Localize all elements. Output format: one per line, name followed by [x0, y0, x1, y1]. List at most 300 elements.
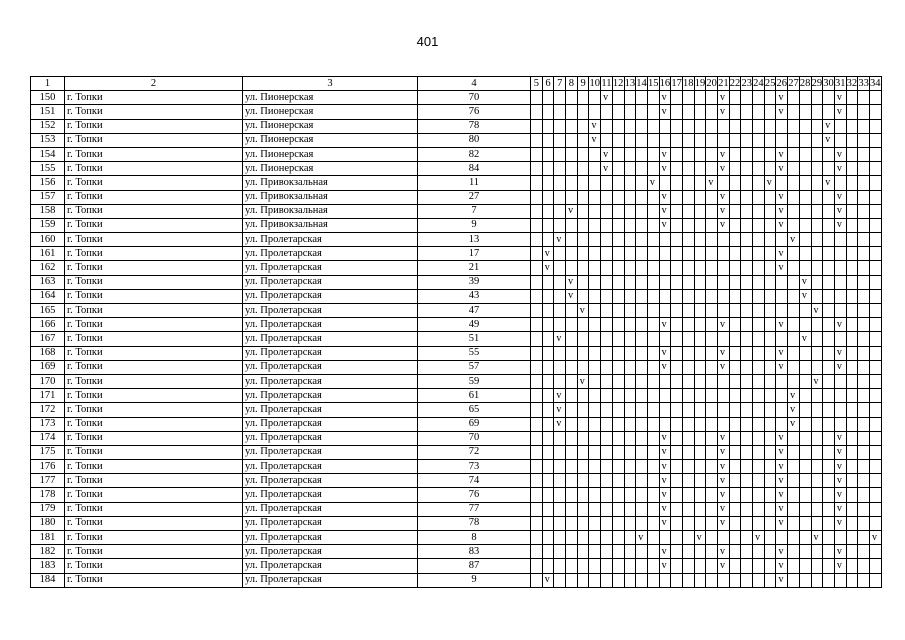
mark-cell	[671, 559, 683, 573]
mark-cell	[858, 162, 870, 176]
mark-cell	[858, 346, 870, 360]
mark-cell	[659, 417, 671, 431]
mark-cell	[846, 247, 858, 261]
mark-cell	[612, 360, 624, 374]
mark-cell	[753, 502, 765, 516]
mark-cell	[694, 545, 706, 559]
mark-cell	[729, 133, 741, 147]
city-cell: г. Топки	[65, 332, 243, 346]
mark-cell	[753, 374, 765, 388]
city-cell: г. Топки	[65, 403, 243, 417]
mark-cell	[718, 119, 730, 133]
table-row	[31, 431, 882, 445]
mark-cell	[647, 318, 659, 332]
mark-cell	[706, 417, 718, 431]
mark-cell	[858, 318, 870, 332]
mark-cell	[531, 147, 543, 161]
mark-cell	[776, 403, 788, 417]
mark-cell	[589, 304, 601, 318]
mark-cell	[858, 502, 870, 516]
mark-cell	[601, 516, 613, 530]
table-row	[31, 445, 882, 459]
mark-cell	[776, 289, 788, 303]
street-cell: ул. Пролетарская	[243, 374, 418, 388]
mark-cell: v	[542, 247, 554, 261]
mark-cell	[741, 275, 753, 289]
mark-cell	[647, 346, 659, 360]
column-header: 11	[601, 77, 613, 91]
mark-cell	[869, 573, 881, 587]
mark-cell	[671, 346, 683, 360]
mark-cell	[601, 488, 613, 502]
city-cell: г. Топки	[65, 91, 243, 105]
mark-cell	[776, 304, 788, 318]
row-number: 160	[31, 233, 65, 247]
mark-cell	[624, 460, 636, 474]
mark-cell	[799, 573, 811, 587]
mark-cell	[811, 318, 823, 332]
mark-cell	[764, 332, 776, 346]
mark-cell	[659, 133, 671, 147]
mark-cell	[612, 162, 624, 176]
row-number: 170	[31, 374, 65, 388]
mark-cell	[788, 318, 800, 332]
column-header: 3	[243, 77, 418, 91]
house-number-cell: 47	[418, 304, 531, 318]
mark-cell	[729, 389, 741, 403]
mark-cell: v	[834, 204, 846, 218]
mark-cell	[858, 360, 870, 374]
mark-cell	[577, 488, 589, 502]
mark-cell: v	[776, 261, 788, 275]
row-number: 175	[31, 445, 65, 459]
mark-cell	[682, 431, 694, 445]
mark-cell	[706, 190, 718, 204]
mark-cell	[542, 431, 554, 445]
mark-cell	[846, 417, 858, 431]
table-row	[31, 91, 882, 105]
mark-cell	[601, 502, 613, 516]
mark-cell	[706, 516, 718, 530]
mark-cell	[764, 445, 776, 459]
house-number-cell: 61	[418, 389, 531, 403]
row-number: 172	[31, 403, 65, 417]
mark-cell	[577, 261, 589, 275]
mark-cell	[753, 389, 765, 403]
mark-cell	[799, 417, 811, 431]
city-cell: г. Топки	[65, 218, 243, 232]
mark-cell	[718, 531, 730, 545]
mark-cell	[811, 218, 823, 232]
mark-cell: v	[577, 374, 589, 388]
mark-cell	[612, 573, 624, 587]
mark-cell	[729, 304, 741, 318]
mark-cell	[811, 275, 823, 289]
row-number: 162	[31, 261, 65, 275]
mark-cell	[869, 91, 881, 105]
row-number: 163	[31, 275, 65, 289]
mark-cell	[729, 431, 741, 445]
mark-cell	[706, 559, 718, 573]
mark-cell	[788, 346, 800, 360]
mark-cell	[788, 162, 800, 176]
mark-cell	[694, 162, 706, 176]
mark-cell	[846, 460, 858, 474]
mark-cell	[753, 417, 765, 431]
mark-cell	[542, 417, 554, 431]
mark-cell	[869, 289, 881, 303]
mark-cell	[694, 275, 706, 289]
mark-cell	[636, 318, 648, 332]
row-number: 158	[31, 204, 65, 218]
mark-cell	[706, 346, 718, 360]
mark-cell	[753, 204, 765, 218]
house-number-cell: 83	[418, 545, 531, 559]
mark-cell	[682, 545, 694, 559]
house-number-cell: 84	[418, 162, 531, 176]
mark-cell: v	[566, 275, 578, 289]
row-number: 157	[31, 190, 65, 204]
mark-cell	[636, 218, 648, 232]
mark-cell	[788, 204, 800, 218]
mark-cell	[636, 474, 648, 488]
mark-cell	[566, 573, 578, 587]
mark-cell	[799, 218, 811, 232]
mark-cell	[682, 516, 694, 530]
house-number-cell: 76	[418, 488, 531, 502]
mark-cell	[612, 190, 624, 204]
mark-cell	[636, 332, 648, 346]
mark-cell	[612, 133, 624, 147]
mark-cell	[753, 147, 765, 161]
street-cell: ул. Пионерская	[243, 162, 418, 176]
mark-cell: v	[788, 389, 800, 403]
mark-cell	[577, 318, 589, 332]
row-number: 156	[31, 176, 65, 190]
column-header: 13	[624, 77, 636, 91]
mark-cell	[858, 261, 870, 275]
mark-cell	[858, 488, 870, 502]
mark-cell	[531, 233, 543, 247]
table-row	[31, 318, 882, 332]
mark-cell	[729, 403, 741, 417]
mark-cell	[636, 289, 648, 303]
mark-cell: v	[834, 346, 846, 360]
mark-cell	[566, 559, 578, 573]
mark-cell	[624, 559, 636, 573]
mark-cell	[577, 162, 589, 176]
house-number-cell: 49	[418, 318, 531, 332]
mark-cell	[858, 374, 870, 388]
mark-cell	[811, 332, 823, 346]
column-header: 2	[65, 77, 243, 91]
header-row	[31, 77, 882, 91]
mark-cell	[531, 531, 543, 545]
mark-cell	[741, 247, 753, 261]
street-cell: ул. Пролетарская	[243, 573, 418, 587]
mark-cell	[566, 190, 578, 204]
mark-cell	[869, 133, 881, 147]
mark-cell	[566, 389, 578, 403]
mark-cell	[554, 218, 566, 232]
mark-cell	[589, 332, 601, 346]
mark-cell	[647, 304, 659, 318]
mark-cell	[671, 119, 683, 133]
mark-cell	[776, 531, 788, 545]
street-cell: ул. Пролетарская	[243, 545, 418, 559]
mark-cell	[531, 91, 543, 105]
mark-cell	[694, 204, 706, 218]
street-cell: ул. Пролетарская	[243, 233, 418, 247]
mark-cell: v	[776, 105, 788, 119]
mark-cell	[694, 218, 706, 232]
mark-cell	[823, 261, 835, 275]
mark-cell	[741, 119, 753, 133]
mark-cell: v	[601, 91, 613, 105]
mark-cell	[671, 261, 683, 275]
mark-cell	[706, 119, 718, 133]
mark-cell: v	[776, 445, 788, 459]
mark-cell	[799, 119, 811, 133]
mark-cell	[577, 516, 589, 530]
mark-cell	[612, 445, 624, 459]
mark-cell	[659, 261, 671, 275]
mark-cell	[869, 460, 881, 474]
mark-cell	[764, 431, 776, 445]
mark-cell	[647, 389, 659, 403]
city-cell: г. Топки	[65, 389, 243, 403]
mark-cell: v	[718, 318, 730, 332]
mark-cell	[799, 346, 811, 360]
mark-cell	[799, 233, 811, 247]
mark-cell	[554, 176, 566, 190]
mark-cell	[694, 460, 706, 474]
mark-cell	[624, 573, 636, 587]
mark-cell	[706, 502, 718, 516]
street-cell: ул. Пролетарская	[243, 318, 418, 332]
house-number-cell: 17	[418, 247, 531, 261]
mark-cell	[542, 445, 554, 459]
mark-cell	[718, 289, 730, 303]
mark-cell	[531, 360, 543, 374]
mark-cell	[554, 304, 566, 318]
mark-cell	[601, 346, 613, 360]
mark-cell	[554, 289, 566, 303]
mark-cell	[741, 573, 753, 587]
mark-cell: v	[788, 403, 800, 417]
mark-cell: v	[659, 190, 671, 204]
mark-cell	[636, 233, 648, 247]
mark-cell	[682, 346, 694, 360]
mark-cell	[729, 261, 741, 275]
mark-cell	[846, 559, 858, 573]
mark-cell	[624, 147, 636, 161]
mark-cell	[753, 431, 765, 445]
mark-cell: v	[776, 318, 788, 332]
mark-cell	[776, 332, 788, 346]
mark-cell	[706, 218, 718, 232]
mark-cell: v	[776, 218, 788, 232]
mark-cell	[753, 91, 765, 105]
mark-cell: v	[659, 91, 671, 105]
column-header: 15	[647, 77, 659, 91]
mark-cell	[554, 502, 566, 516]
street-cell: ул. Пролетарская	[243, 403, 418, 417]
mark-cell	[729, 318, 741, 332]
mark-cell	[589, 105, 601, 119]
mark-cell	[858, 289, 870, 303]
mark-cell	[647, 261, 659, 275]
table-row	[31, 389, 882, 403]
mark-cell	[788, 516, 800, 530]
mark-cell	[636, 91, 648, 105]
mark-cell	[694, 119, 706, 133]
mark-cell	[858, 304, 870, 318]
mark-cell: v	[566, 289, 578, 303]
mark-cell	[811, 474, 823, 488]
city-cell: г. Топки	[65, 162, 243, 176]
mark-cell	[776, 119, 788, 133]
mark-cell	[846, 531, 858, 545]
house-number-cell: 39	[418, 275, 531, 289]
mark-cell	[554, 190, 566, 204]
mark-cell	[577, 204, 589, 218]
table-row	[31, 275, 882, 289]
mark-cell	[671, 133, 683, 147]
mark-cell	[647, 162, 659, 176]
mark-cell	[799, 261, 811, 275]
mark-cell: v	[834, 105, 846, 119]
mark-cell	[764, 190, 776, 204]
mark-cell	[601, 233, 613, 247]
mark-cell: v	[776, 91, 788, 105]
mark-cell	[799, 516, 811, 530]
mark-cell	[811, 261, 823, 275]
mark-cell	[846, 133, 858, 147]
mark-cell	[601, 105, 613, 119]
mark-cell	[706, 162, 718, 176]
city-cell: г. Топки	[65, 119, 243, 133]
mark-cell	[846, 332, 858, 346]
mark-cell	[624, 417, 636, 431]
mark-cell	[718, 233, 730, 247]
row-number: 165	[31, 304, 65, 318]
mark-cell	[531, 488, 543, 502]
mark-cell	[764, 218, 776, 232]
mark-cell: v	[589, 119, 601, 133]
house-number-cell: 8	[418, 531, 531, 545]
mark-cell	[624, 431, 636, 445]
mark-cell	[554, 261, 566, 275]
mark-cell	[671, 190, 683, 204]
street-cell: ул. Пролетарская	[243, 516, 418, 530]
mark-cell: v	[659, 318, 671, 332]
mark-cell	[834, 247, 846, 261]
mark-cell	[531, 162, 543, 176]
mark-cell	[823, 488, 835, 502]
table-body	[31, 77, 882, 588]
house-number-cell: 59	[418, 374, 531, 388]
mark-cell	[566, 233, 578, 247]
mark-cell	[624, 119, 636, 133]
mark-cell	[601, 573, 613, 587]
mark-cell	[869, 218, 881, 232]
house-number-cell: 21	[418, 261, 531, 275]
mark-cell	[589, 91, 601, 105]
mark-cell	[729, 289, 741, 303]
mark-cell	[624, 531, 636, 545]
mark-cell	[612, 318, 624, 332]
mark-cell	[554, 105, 566, 119]
mark-cell	[671, 488, 683, 502]
mark-cell	[566, 119, 578, 133]
mark-cell	[624, 204, 636, 218]
mark-cell	[846, 147, 858, 161]
mark-cell	[729, 360, 741, 374]
mark-cell	[659, 531, 671, 545]
mark-cell	[741, 516, 753, 530]
mark-cell	[729, 162, 741, 176]
mark-cell	[823, 289, 835, 303]
mark-cell	[788, 488, 800, 502]
mark-cell	[624, 445, 636, 459]
mark-cell	[601, 218, 613, 232]
city-cell: г. Топки	[65, 204, 243, 218]
row-number: 180	[31, 516, 65, 530]
city-cell: г. Топки	[65, 374, 243, 388]
mark-cell	[869, 445, 881, 459]
mark-cell: v	[776, 247, 788, 261]
mark-cell	[636, 133, 648, 147]
mark-cell	[566, 488, 578, 502]
table-row	[31, 133, 882, 147]
mark-cell: v	[776, 162, 788, 176]
mark-cell	[869, 190, 881, 204]
mark-cell	[682, 304, 694, 318]
mark-cell	[624, 318, 636, 332]
mark-cell: v	[799, 275, 811, 289]
column-header: 22	[729, 77, 741, 91]
mark-cell	[799, 304, 811, 318]
mark-cell	[636, 247, 648, 261]
mark-cell	[647, 218, 659, 232]
mark-cell: v	[718, 559, 730, 573]
mark-cell: v	[718, 218, 730, 232]
mark-cell	[706, 573, 718, 587]
mark-cell: v	[788, 233, 800, 247]
mark-cell	[647, 488, 659, 502]
mark-cell	[753, 488, 765, 502]
mark-cell	[753, 559, 765, 573]
mark-cell	[753, 105, 765, 119]
mark-cell	[869, 488, 881, 502]
mark-cell	[788, 531, 800, 545]
mark-cell	[823, 545, 835, 559]
mark-cell	[589, 204, 601, 218]
mark-cell: v	[834, 360, 846, 374]
mark-cell	[601, 559, 613, 573]
mark-cell	[858, 559, 870, 573]
mark-cell: v	[776, 431, 788, 445]
mark-cell	[589, 403, 601, 417]
mark-cell	[694, 474, 706, 488]
mark-cell	[577, 531, 589, 545]
mark-cell	[601, 133, 613, 147]
mark-cell	[542, 147, 554, 161]
street-cell: ул. Пролетарская	[243, 304, 418, 318]
column-header: 16	[659, 77, 671, 91]
mark-cell	[846, 204, 858, 218]
